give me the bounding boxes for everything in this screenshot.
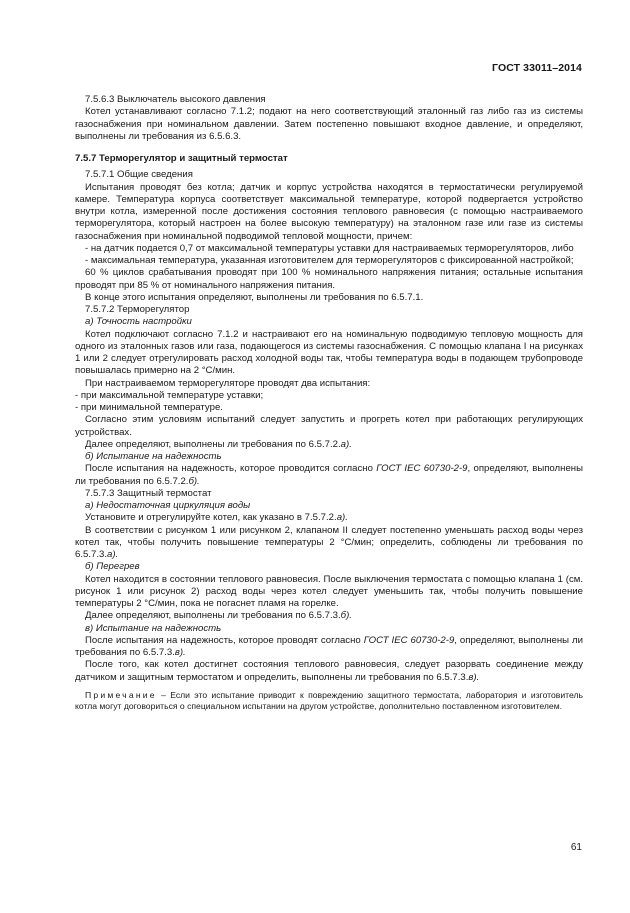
section-7-5-7-heading: 7.5.7 Терморегулятор и защитный термостат (75, 153, 288, 164)
list-item: - на датчик подается 0,7 от максимальной температуры уставки для настраиваемых терморегуляторов, либо (85, 242, 574, 254)
subsection-title: в) Испытание на надежность (85, 622, 222, 634)
list-item: - при максимальной температуре уставки; (75, 389, 264, 401)
paragraph: Согласно этим условиям испытаний следует запустить и прогреть котел при работающих регулирующих устройствах. (75, 414, 583, 438)
page-number: 61 (570, 842, 582, 853)
paragraph: При настраиваемом терморегуляторе проводят два испытания: (85, 377, 371, 389)
note-text: – Если это испытание приводит к повреждению защитного термостата, лаборатория и изготовитель котла могут договориться о специальном испытании на другом устройстве, дополнительно поставленном изготовителем. (75, 689, 583, 712)
paragraph: Котел подключают согласно 7.1.2 и настраивают его на номинальную подводимую тепловую мощность для одного из эталонных газов или газа, подающегося из системы газоснабжения. С помощью клапана I на рисунках 1 или 2 следует отрегулировать расход холодной воды так, чтобы температура воды в подающем трубопроводе повышалась примерно на 2 °С/мин. (75, 328, 583, 377)
subsection-title: б) Испытание на надежность (85, 451, 222, 462)
standard-header: ГОСТ 33011–2014 (492, 62, 582, 74)
note-label: Примечание (85, 689, 157, 700)
subsection-title: а) Недостаточная циркуляция воды (85, 500, 251, 511)
section-7-5-7-2-title: 7.5.7.2 Терморегулятор (85, 304, 190, 315)
paragraph: В конце этого испытания определяют, выполнены ли требования по 6.5.7.1. (85, 291, 424, 303)
paragraph: Далее определяют, выполнены ли требования по 6.5.7.2.а). (85, 438, 352, 450)
paragraph: Котел устанавливают согласно 7.1.2; подают на него соответствующий эталонный газ либо газ из системы газоснабжения при номинальном давлении. Затем постепенно повышают входное давление, и определяют, выполнены ли требования из 6.5.6.3. (75, 106, 583, 142)
paragraph: Далее определяют, выполнены ли требования по 6.5.7.3.б). (85, 610, 352, 622)
paragraph: Испытания проводят без котла; датчик и корпус устройства находятся в термостатически регулируемой камере. Температура корпуса соответствует максимальной температуре, которой подвергается устройство внутри котла, измеренной после достижения состояния теплового равновесия (с помощью настраиваемого терморегулятора, который настроен на более высокую температуру) на эталонном газе или газе из системы газоснабжения при номинальной подводимой тепловой мощности, причем: (75, 181, 583, 242)
paragraph: После того, как котел достигнет состояния теплового равновесия, следует разорвать соединение между датчиком и защитным термостатом и определить, выполнены ли требования по 6.5.7.3.в). (75, 659, 583, 683)
paragraph: После испытания на надежность, которое проводят согласно ГОСТ IEC 60730-2-9, определяют, выполнены ли требования по 6.5.7.3.в). (75, 634, 583, 658)
section-7-5-7-3-title: 7.5.7.3 Защитный термостат (85, 487, 212, 499)
paragraph: Котел находится в состоянии теплового равновесия. После выключения термостата с помощью клапана 1 (см. рисунок 1 или рисунок 2) расход воды через котел следует уменьшить так, чтобы получить повышение температуры 2 °С/мин, пока не погаснет пламя на горелке. (75, 573, 583, 609)
paragraph: В соответствии с рисунком 1 или рисунком 2, клапаном II следует постепенно уменьшать расход воды через котел так, чтобы получить повышение температуры 2 °С/мин; определить, соблюдены ли требования по 6.5.7.3.а). (75, 524, 583, 560)
section-7-5-7-1-title: 7.5.7.1 Общие сведения (85, 169, 193, 181)
paragraph: Установите и отрегулируйте котел, как указано в 7.5.7.2.а). (85, 512, 348, 524)
list-item: - при минимальной температуре. (75, 402, 223, 413)
paragraph: 60 % циклов срабатывания проводят при 100 % номинального напряжения питания; остальные испытания проводят при 85 % от номинального напряжения питания. (75, 267, 583, 291)
list-item: - максимальная температура, указанная изготовителем для терморегуляторов с фиксированной настройкой; (85, 255, 574, 266)
section-7-5-6-3-title: 7.5.6.3 Выключатель высокого давления (85, 94, 266, 105)
subsection-title: б) Перегрев (85, 561, 140, 573)
paragraph: После испытания на надежность, которое проводится согласно ГОСТ IEC 60730-2-9, определяют, выполнены ли требования по 6.5.7.2.б). (75, 463, 583, 487)
note (75, 690, 583, 713)
subsection-title: а) Точность настройки (85, 316, 192, 328)
page-content (75, 94, 583, 713)
